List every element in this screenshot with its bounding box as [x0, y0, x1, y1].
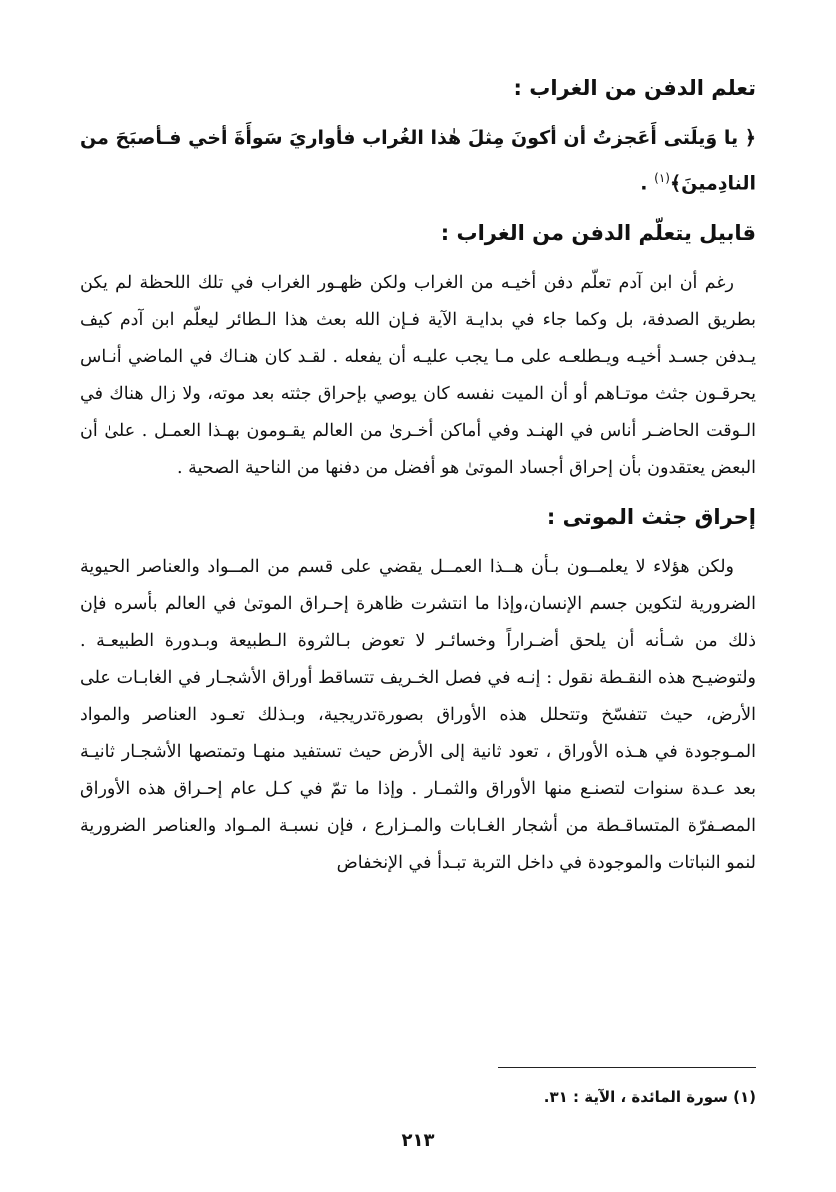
footnote: (١) سورة المائدة ، الآية : ٣١. [543, 1088, 756, 1106]
verse-close-bracket: ﴾ [669, 172, 682, 195]
paragraph-cain: رغم أن ابن آدم تعلّم دفن أخيـه من الغراب ولكن ظهـور الغراب في تلك اللحظة لم يكن بطريق الصدفة، بل وكما جاء في بدايـة الآية فـإن الله بعث هذا الـطائر ليعلّم ابن آدم كيف يـدفن جسـد أخيـه ويـطلعـه على مـا يجب عليـه أن يفعله . لقـد كان هنـاك في الماضي أنـاس يحرقـون جثث موتـاهم أو أن الميت نفسه كان يوصي بإحراق جثته بعد موته، ولا زال هناك في الـوقت الحاضـر أناس في الهنـد وفي أماكن أخـرىٰ من العالم يقـومون بهـذا العمـل . علىٰ أن البعض يعتقدون بأن إحراق أجساد الموتىٰ هو أفضل من دفنها من الناحية الصحية . [80, 273, 756, 479]
verse-open-bracket: ﴿ [738, 127, 756, 149]
paragraph-cremation: ولكن هؤلاء لا يعلمــون بـأن هــذا العمــل يقضي على قسم من المــواد والعناصر الحيوية الضرورية لتكوين جسم الإنسان،وإذا ما انتشرت ظاهرة إحـراق الموتىٰ في العالم بأسره فإن ذلك من شـأنه أن يلحق أضـراراً وخسائـر لا تعوض بـالثروة الـطبيعة وبـدورة الطبيعـة . ولتوضيـح هذه النقـطة نقول : إنـه في فصل الخـريف تتساقط أوراق الأشجـار في الغابـات على الأرض، حيث تتفسّخ وتتحلل هذه الأوراق بصورةتدريجية، وبـذلك تعـود العناصر والمواد المـوجودة في هـذه الأوراق ، تعود ثانية إلى الأرض حيث تستفيد منهـا وتمتصها الأشجـار ثانيـة بعد عـدة سنوات لتصنـع منها الأوراق والثمـار . وإذا ما تمّ في كـل عام إحـراق هذه الأوراق المصـفرّة المتساقـطة من أشجار الغـابات والمـزارع ، فإن نسبـة المـواد والعناصر الضرورية لنمو النباتات والموجودة في داخل التربة تبـدأ في الإنخفاض [80, 557, 756, 874]
verse-text: يا وَيلَتى أَعَجزتُ أن أكونَ مِثلَ هٰذا الغُراب فأواريَ سَوأَةَ أخي فـأصبَحَ من النادِمينَ [80, 127, 756, 195]
quran-verse [80, 118, 756, 203]
verse-end: . [640, 172, 655, 195]
page-content [80, 60, 756, 882]
section-heading-learning-burial: تعلم الدفن من الغراب : [513, 76, 756, 100]
footnote-divider [498, 1067, 756, 1068]
section-heading-cremation: إحراق جثث الموتى : [546, 505, 756, 530]
page-number: ٢١٣ [401, 1130, 435, 1151]
footnote-reference[interactable]: (١) [654, 171, 670, 185]
section-heading-cain: قابيل يتعلّم الدفن من الغراب : [440, 221, 756, 246]
